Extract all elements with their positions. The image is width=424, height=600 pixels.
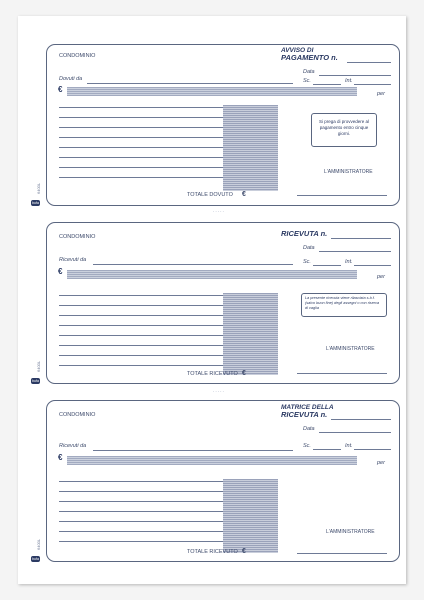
per-label: per <box>377 460 385 466</box>
form-title <box>281 404 334 418</box>
int-line[interactable] <box>354 265 391 266</box>
side-code: 6400L <box>36 182 41 194</box>
form-title <box>281 47 338 61</box>
int-line[interactable] <box>354 84 391 85</box>
condominio-label: CONDOMINIO <box>59 234 96 240</box>
euro-symbol: € <box>58 267 63 276</box>
brand-logo: bufa <box>32 201 39 205</box>
amount-field[interactable] <box>67 456 357 465</box>
form-sheet <box>18 16 406 584</box>
payer-line[interactable] <box>87 83 293 84</box>
total-euro: € <box>242 191 246 198</box>
int-label: Int. <box>345 78 353 84</box>
date-line[interactable] <box>319 432 391 433</box>
number-line[interactable] <box>331 238 391 239</box>
data-label: Data <box>303 245 315 251</box>
form-title <box>281 230 327 237</box>
condominio-label: CONDOMINIO <box>59 53 96 59</box>
number-line[interactable] <box>347 62 391 63</box>
sc-line[interactable] <box>313 265 341 266</box>
amount-column[interactable] <box>223 293 278 375</box>
side-code: 6400L <box>36 360 41 372</box>
signature-line[interactable] <box>297 553 387 554</box>
signature-line[interactable] <box>297 195 387 196</box>
title-line-1: RICEVUTA n. <box>281 229 328 238</box>
ricevuta-form <box>46 222 400 384</box>
payer-label: Ricevuti da <box>59 257 87 263</box>
sc-label: Sc. <box>303 443 311 449</box>
title-line-2: RICEVUTA n. <box>281 410 328 419</box>
date-line[interactable] <box>319 75 391 76</box>
payer-label: Dovuti da <box>59 76 83 82</box>
per-label: per <box>377 91 385 97</box>
title-line-1: AVVISO DI <box>281 47 314 54</box>
amount-field[interactable] <box>67 270 357 279</box>
sc-line[interactable] <box>313 449 341 450</box>
amount-field[interactable] <box>67 87 357 96</box>
admin-label: L'AMMINISTRATORE <box>326 529 375 535</box>
receipt-note: La presente ricevuta viene rilasciata s.b.f. (salvo buon fine) degli assegni o con riserva di vaglia <box>301 293 387 317</box>
condominio-label: CONDOMINIO <box>59 412 96 418</box>
total-label: TOTALE RICEVUTO <box>187 371 238 377</box>
int-line[interactable] <box>354 449 391 450</box>
title-line-1: MATRICE DELLA <box>281 404 334 411</box>
payment-note: Si prega di provvedere al pagamento entro cinque giorni. <box>311 113 377 147</box>
admin-label: L'AMMINISTRATORE <box>326 346 375 352</box>
total-label: TOTALE RICEVUTO <box>187 549 238 555</box>
payer-label: Ricevuti da <box>59 443 87 449</box>
date-line[interactable] <box>319 251 391 252</box>
data-label: Data <box>303 69 315 75</box>
sc-line[interactable] <box>313 84 341 85</box>
int-label: Int. <box>345 259 353 265</box>
total-label: TOTALE DOVUTO <box>187 192 233 198</box>
euro-symbol: € <box>58 85 63 94</box>
signature-line[interactable] <box>297 373 387 374</box>
brand-logo: bufa <box>32 379 39 383</box>
data-label: Data <box>303 426 315 432</box>
amount-column[interactable] <box>223 105 278 191</box>
total-euro: € <box>242 370 246 377</box>
int-label: Int. <box>345 443 353 449</box>
brand-logo: bufa <box>32 557 39 561</box>
sc-label: Sc. <box>303 259 311 265</box>
payer-line[interactable] <box>93 450 293 451</box>
separator: ..... <box>213 388 225 394</box>
amount-column[interactable] <box>223 479 278 553</box>
number-line[interactable] <box>331 419 391 420</box>
per-label: per <box>377 274 385 280</box>
total-euro: € <box>242 548 246 555</box>
euro-symbol: € <box>58 453 63 462</box>
payer-line[interactable] <box>93 264 293 265</box>
avviso-form <box>46 44 400 206</box>
matrice-form <box>46 400 400 562</box>
title-line-2: PAGAMENTO n. <box>281 53 338 62</box>
side-code: 6400L <box>36 538 41 550</box>
separator: ..... <box>213 208 225 214</box>
admin-label: L'AMMINISTRATORE <box>324 169 373 175</box>
sc-label: Sc. <box>303 78 311 84</box>
